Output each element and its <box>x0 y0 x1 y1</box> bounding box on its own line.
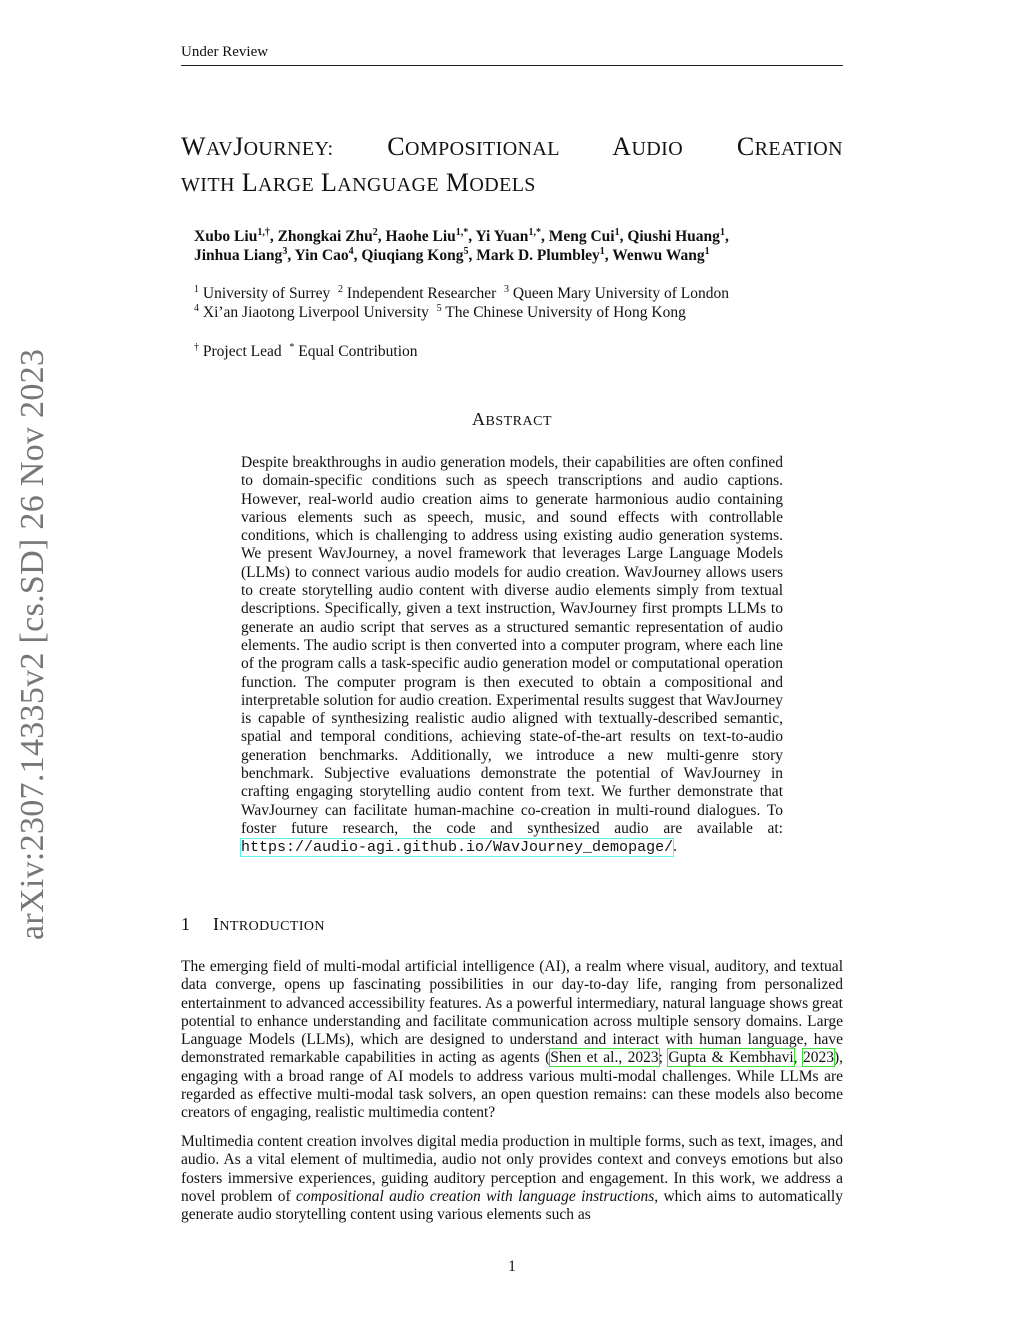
author: Qiuqiang Kong$^5$, <box>361 245 477 264</box>
project-url-link[interactable]: https://audio-agi.github.io/WavJourney_demopage/ <box>241 839 674 857</box>
affiliation: $^3$ Queen Mary University of London <box>504 283 729 302</box>
note: * Equal Contribution <box>289 341 418 360</box>
author: Yin Cao$^4$, <box>294 245 362 264</box>
section-heading: 1 INTRODUCTION <box>181 914 325 934</box>
title-word: WAVJOURNEY: <box>181 132 334 161</box>
author-list-line-1 <box>194 228 729 246</box>
author: Wenwu Wang$^1$ <box>612 245 710 264</box>
intro-paragraph-1: The emerging field of multi-modal artificial intelligence (AI), a realm where visual, auditory, and textual data converge, opens up fascinating possibilities in our day-to-day life, ranging from personalized entertainment to advanced accessibility features. As a powerful intermediary, natural language shows great potential to enhance understanding and facilitate communication across multiple sensory domains. Large Language Models (LLMs), which are designed to understand and interact with human language, have demonstrated remarkable capabilities in acting as agents (Shen et al., 2023; Gupta & Kembhavi, 2023), engaging with a broad range of AI models to address various multi-modal challenges. While LLMs are regarded as effective multi-modal task solvers, an open question remains: can these models also become creators of engaging, realistic multimedia content? <box>181 958 844 1122</box>
author-notes <box>194 343 418 361</box>
citation-link[interactable]: Gupta & Kembhavi <box>668 1049 794 1067</box>
title-word: CREATION <box>736 132 843 161</box>
note: † Project Lead <box>194 341 282 360</box>
citation-link[interactable]: Shen et al., 2023 <box>550 1049 659 1067</box>
arxiv-stamp: arXiv:2307.14335v2 [cs.SD] 26 Nov 2023 <box>14 348 51 940</box>
paper-title-line-2: WITH LARGE LANGUAGE MODELS <box>181 168 536 197</box>
title-word: COMPOSITIONAL <box>387 132 560 161</box>
affiliations-line-2 <box>194 304 686 322</box>
title-word: AUDIO <box>612 132 684 161</box>
author: Yi Yuan$^{1,*}$, <box>475 226 549 245</box>
intro-paragraph-2: Multimedia content creation involves digital media production in multiple forms, such as text, images, and audio. As a vital element of multimedia, audio not only provides context and conveys emotions but also fosters immersive experiences, guiding auditory perception and engagement. In this work, we address a novel problem of compositional audio creation with language instructions, which aims to automatically generate audio storytelling content using various elements such as <box>181 1133 843 1224</box>
author: Mark D. Plumbley$^1$, <box>476 245 613 264</box>
abstract-heading: ABSTRACT <box>471 409 552 429</box>
author: Jinhua Liang$^3$, <box>194 245 295 264</box>
affiliation: $^5$ The Chinese University of Hong Kong <box>436 302 686 321</box>
page-number: 1 <box>508 1258 516 1275</box>
running-head: Under Review <box>181 44 269 60</box>
paper-title-line-1 <box>181 132 843 162</box>
affiliation: $^2$ Independent Researcher <box>338 283 497 302</box>
author: Zhongkai Zhu$^2$, <box>277 226 386 245</box>
author: Haohe Liu$^{1,*}$, <box>385 226 476 245</box>
author-list-line-2 <box>194 247 710 265</box>
author: Xubo Liu$^{1,\dagger}$, <box>194 226 278 245</box>
abstract-text: Despite breakthroughs in audio generation models, their capabilities are often confined to domain-specific conditions such as speech transcriptions and audio captions. However, real-world audio creation aims to generate harmonious audio containing various elements such as speech, music, and sound effects with controllable conditions, which is challenging to address using existing audio generation systems. We present WavJourney, a novel framework that leverages Large Language Models (LLMs) to connect various audio models for audio creation. WavJourney allows users to create storytelling audio content with diverse audio elements simply from textual descriptions. Specifically, given a text instruction, WavJourney first prompts LLMs to generate an audio script that serves as a structured semantic representation of audio elements. The audio script is then converted into a computer program, where each line of the program calls a task-specific audio generation model or computational operation function. The computer program is then executed to obtain a compositional and interpretable solution for audio creation. Experimental results suggest that WavJourney is capable of synthesizing realistic audio aligned with textually-described semantic, spatial and temporal conditions, achieving state-of-the-art results on text-to-audio generation benchmarks. Additionally, we introduce a new multi-genre story benchmark. Subjective evaluations demonstrate the potential of WavJourney in crafting engaging storytelling audio content from text. We further demonstrate that WavJourney can facilitate human-machine co-creation in multi-round dialogues. To foster future research, the code and synthesized audio are available at: https://audio-agi.github.io/WavJourney_demopage/. <box>241 454 783 857</box>
header-rule <box>181 65 843 66</box>
citation-link[interactable]: 2023 <box>802 1049 834 1067</box>
affiliation: $^1$ University of Surrey <box>194 283 331 302</box>
author: Meng Cui$^1$, <box>548 226 628 245</box>
author: Qiushi Huang$^1$, <box>627 226 729 245</box>
affiliations-line-1 <box>194 285 729 303</box>
affiliation: $^4$ Xi’an Jiaotong Liverpool University <box>194 302 429 321</box>
